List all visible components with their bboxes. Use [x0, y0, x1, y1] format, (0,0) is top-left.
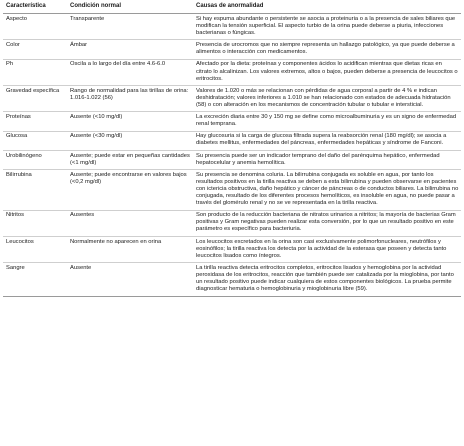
cell-characteristic: Gravedad específica [3, 85, 67, 111]
cell-causes: Valores de 1.020 o más se relacionan con pérdidas de agua corporal a partir de 4 % e indican deshidratación; valores inferiores a 1.010 se han relacionado con estados de adecuada hidratación (58) o con alteración en los mecanismos de concentración tubular o tubular e intersticial. [193, 85, 461, 111]
cell-causes: Su presencia se denomina coluria. La bilirrubina conjugada es soluble en agua, por tanto los resultados positivos en la tirilla reactiva se deben a esta bilirrubina y pueden observarse en pacientes con ictericia obstructiva, daño hepático y cáncer de páncreas o de conductos biliares. La bilirrubina no conjugada, resultado de los diferentes procesos hemolíticos, es insoluble en agua, no puede pasar a través del glomérulo renal y no se ve representada en la tirilla reactiva. [193, 170, 461, 210]
cell-causes: La excreción diaria entre 30 y 150 mg se define como microalbuminuria y es un signo de enfermedad renal temprana. [193, 112, 461, 131]
cell-causes: Su presencia puede ser un indicador temprano del daño del parénquima hepático, enfermedad hepatocelular y anemia hemolítica. [193, 150, 461, 169]
table-row [3, 210, 461, 236]
header-abnormality-causes: Causas de anormalidad [193, 0, 461, 14]
header-normal-condition: Condición normal [67, 0, 193, 14]
urinalysis-table [3, 0, 461, 297]
table-row [3, 131, 461, 150]
header-characteristic: Característica [3, 0, 67, 14]
table-row [3, 59, 461, 85]
table-row [3, 112, 461, 131]
cell-normal: Ausentes [67, 210, 193, 236]
table-body [3, 14, 461, 297]
table-row [3, 14, 461, 40]
table-row [3, 150, 461, 169]
cell-characteristic: Urobilinógeno [3, 150, 67, 169]
cell-normal: Ausente [67, 263, 193, 296]
cell-causes: Presencia de urocromos que no siempre representa un hallazgo patológico, ya que puede deberse a alimentos o interacción con medicamentos. [193, 40, 461, 59]
cell-characteristic: Leucocitos [3, 236, 67, 262]
cell-characteristic: Sangre [3, 263, 67, 296]
cell-characteristic: Bilirrubina [3, 170, 67, 210]
table-header [3, 0, 461, 14]
cell-normal: Ámbar [67, 40, 193, 59]
cell-normal: Oscila a lo largo del día entre 4.6-6.0 [67, 59, 193, 85]
cell-causes: Hay glucosuria si la carga de glucosa filtrada supera la reabsorción renal (180 mg/dl); se asocia a diabetes mellitus, enfermedades del páncreas, enfermedades hepáticas y síndrome de Fanconi. [193, 131, 461, 150]
cell-characteristic: Aspecto [3, 14, 67, 40]
header-row [3, 0, 461, 14]
table-row [3, 40, 461, 59]
cell-causes: Son producto de la reducción bacteriana de nitratos urinarios a nitritos; la mayoría de bacterias Gram positivas y Gram negativas pueden realizar esta conversión, por lo que un resultado positivo en este parámetro es específico para bacteriuria. [193, 210, 461, 236]
cell-characteristic: Color [3, 40, 67, 59]
cell-normal: Ausente; puede estar en pequeñas cantidades (<1 mg/dl) [67, 150, 193, 169]
table-row [3, 263, 461, 296]
table-row [3, 85, 461, 111]
cell-normal: Rango de normalidad para las tirillas de orina: 1.016-1.022 (56) [67, 85, 193, 111]
cell-causes: Si hay espuma abundante o persistente se asocia a proteinuria o a la presencia de sales biliares que modifican la tensión superficial. El aspecto turbio de la orina puede deberse a piuria, infecciones bacterianas o fúngicas. [193, 14, 461, 40]
table-row [3, 170, 461, 210]
cell-causes: La tirilla reactiva detecta eritrocitos completos, eritrocitos lisados y hemoglobina por la actividad peroxidasa de los eritrocitos, reacción que también puede ser catalizada por la mioglobina, por tanto un resultado positivo puede indicar cualquiera de estos componentes biológicos. La prueba permite diagnosticar hematuria o hemoglobinuria y mioglobinuria libre (59). [193, 263, 461, 296]
cell-causes: Los leucocitos excretados en la orina son casi exclusivamente polimorfonucleares, neutrófilos y eosinófilos; la tirilla reactiva los detecta por la actividad de la esterasa que poseen y detecta tanto leucocitos lisados como íntegros. [193, 236, 461, 262]
cell-normal: Ausente (<30 mg/dl) [67, 131, 193, 150]
cell-normal: Normalmente no aparecen en orina [67, 236, 193, 262]
cell-causes: Afectado por la dieta: proteínas y componentes ácidos lo acidifican mientras que dietas ricas en citrato lo alcalinizan. Los valores extremos, altos o bajos, pueden deberse a presencia de leucocitos o eritrocitos. [193, 59, 461, 85]
cell-normal: Ausente; puede encontrarse en valores bajos (<0,2 mg/dl) [67, 170, 193, 210]
table-row [3, 236, 461, 262]
cell-characteristic: Ph [3, 59, 67, 85]
cell-normal: Ausente (<10 mg/dl) [67, 112, 193, 131]
cell-characteristic: Glucosa [3, 131, 67, 150]
cell-characteristic: Proteínas [3, 112, 67, 131]
cell-characteristic: Nitritos [3, 210, 67, 236]
cell-normal: Transparente [67, 14, 193, 40]
